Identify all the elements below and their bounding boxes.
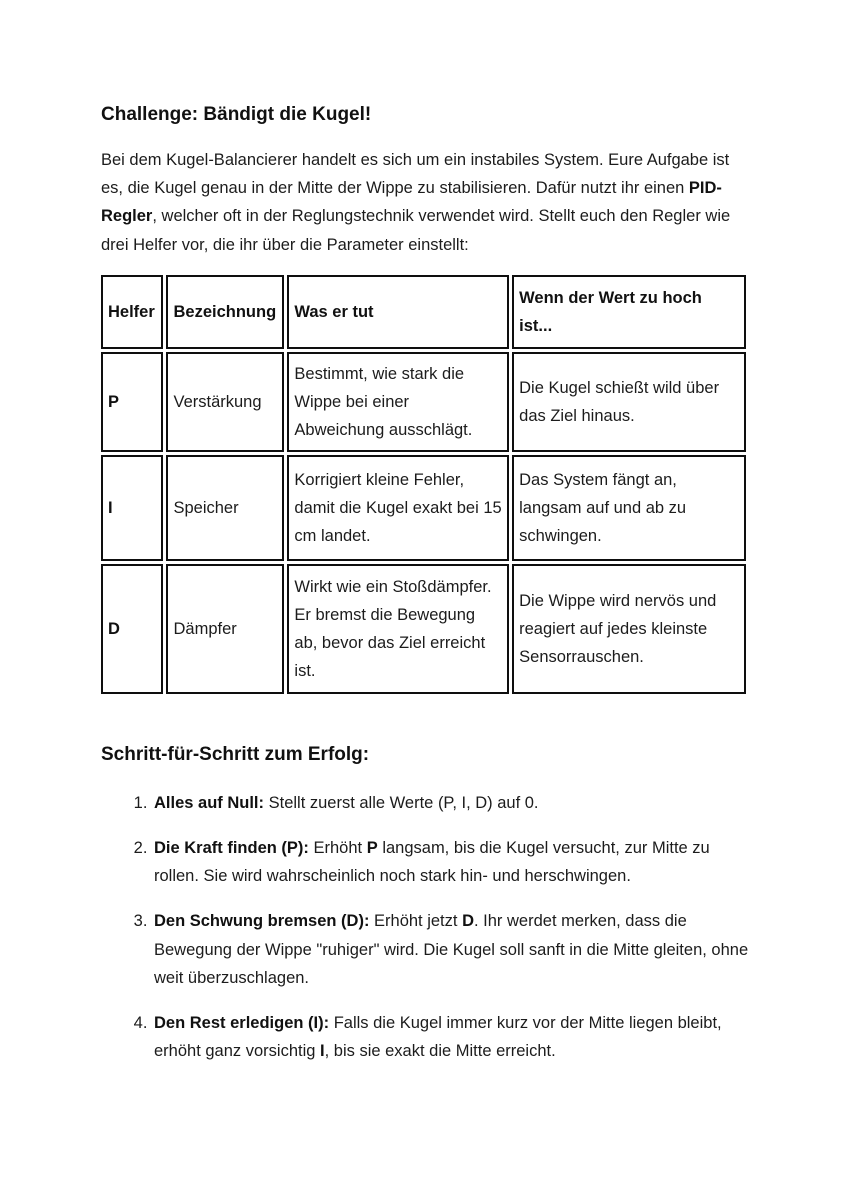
page-title: Challenge: Bändigt die Kugel! (101, 104, 372, 125)
table-header-cell: Bezeichnung (166, 275, 284, 349)
table-cell-was-er-tut: Bestimmt, wie stark die Wippe bei einer Abweichung ausschlägt. (287, 352, 509, 452)
text-run: , bis sie exakt die Mitte erreicht. (324, 1042, 556, 1061)
text-run: Erhöht (308, 839, 367, 858)
table-cell-helfer: D (101, 564, 163, 694)
bold-text-run: P (366, 839, 378, 858)
step-item (152, 834, 749, 890)
bold-text-run: Den Rest erledigen (I): (154, 1014, 330, 1033)
text-run: , welcher oft in der Reglungstechnik verwendet wird. Stellt euch den Regler wie drei Helfer vor, die ihr über die Parameter einstellt: (101, 207, 731, 254)
step-item (152, 789, 749, 817)
table-row (101, 564, 746, 694)
bold-text-run: Alles auf Null: (154, 793, 265, 812)
table-cell-wenn-zu-hoch: Die Wippe wird nervös und reagiert auf jedes kleinste Sensorrauschen. (512, 564, 746, 694)
bold-text-run: D (462, 912, 474, 931)
table-cell-helfer: P (101, 352, 163, 452)
table-row (101, 455, 746, 561)
table-cell-wenn-zu-hoch: Die Kugel schießt wild über das Ziel hinaus. (512, 352, 746, 452)
step-item (152, 907, 749, 992)
table-cell-was-er-tut: Wirkt wie ein Stoßdämpfer. Er bremst die Bewegung ab, bevor das Ziel erreicht ist. (287, 564, 509, 694)
table-header-row (101, 275, 746, 349)
text-run: Erhöht jetzt (369, 912, 463, 931)
table-cell-was-er-tut: Korrigiert kleine Fehler, damit die Kugel exakt bei 15 cm landet. (287, 455, 509, 561)
text-run: Falls die Kugel immer kurz vor der Mitte liegen bleibt, erhöht ganz vorsichtig (154, 1014, 722, 1061)
table-cell-helfer: I (101, 455, 163, 561)
step-item (152, 1009, 749, 1065)
text-run: langsam, bis die Kugel versucht, zur Mitte zu rollen. Sie wird wahrscheinlich noch stark hin- und herschwingen. (154, 839, 710, 886)
table-cell-wenn-zu-hoch: Das System fängt an, langsam auf und ab zu schwingen. (512, 455, 746, 561)
text-run: . Ihr werdet merken, dass die Bewegung der Wippe "ruhiger" wird. Die Kugel soll sanft in die Mitte gleiten, ohne weit überzuschlagen. (154, 912, 749, 987)
bold-text-run: Den Schwung bremsen (D): (154, 912, 370, 931)
table-header-cell: Wenn der Wert zu hoch ist... (512, 275, 746, 349)
steps-heading: Schritt-für-Schritt zum Erfolg: (101, 743, 370, 765)
table-body (101, 352, 746, 694)
table-cell-bezeichnung: Dämpfer (166, 564, 284, 694)
table-header-cell: Helfer (101, 275, 163, 349)
table-cell-bezeichnung: Speicher (166, 455, 284, 561)
bold-text-run: Die Kraft finden (P): (154, 839, 309, 858)
text-run: Bei dem Kugel-Balancierer handelt es sich um ein instabiles System. Eure Aufgabe ist es, die Kugel genau in der Mitte der Wippe zu stabilisieren. Dafür nutzt ihr einen (101, 151, 730, 198)
table-row (101, 352, 746, 452)
pid-table (98, 272, 749, 697)
table-header-cell: Was er tut (287, 275, 509, 349)
document-page (101, 0, 749, 1082)
intro-paragraph (101, 146, 749, 259)
bold-text-run: I (320, 1042, 325, 1061)
table-cell-bezeichnung: Verstärkung (166, 352, 284, 452)
steps-list (101, 789, 749, 1066)
text-run: Stellt zuerst alle Werte (P, I, D) auf 0. (264, 793, 539, 812)
bold-text-run: PID-Regler (101, 179, 722, 226)
